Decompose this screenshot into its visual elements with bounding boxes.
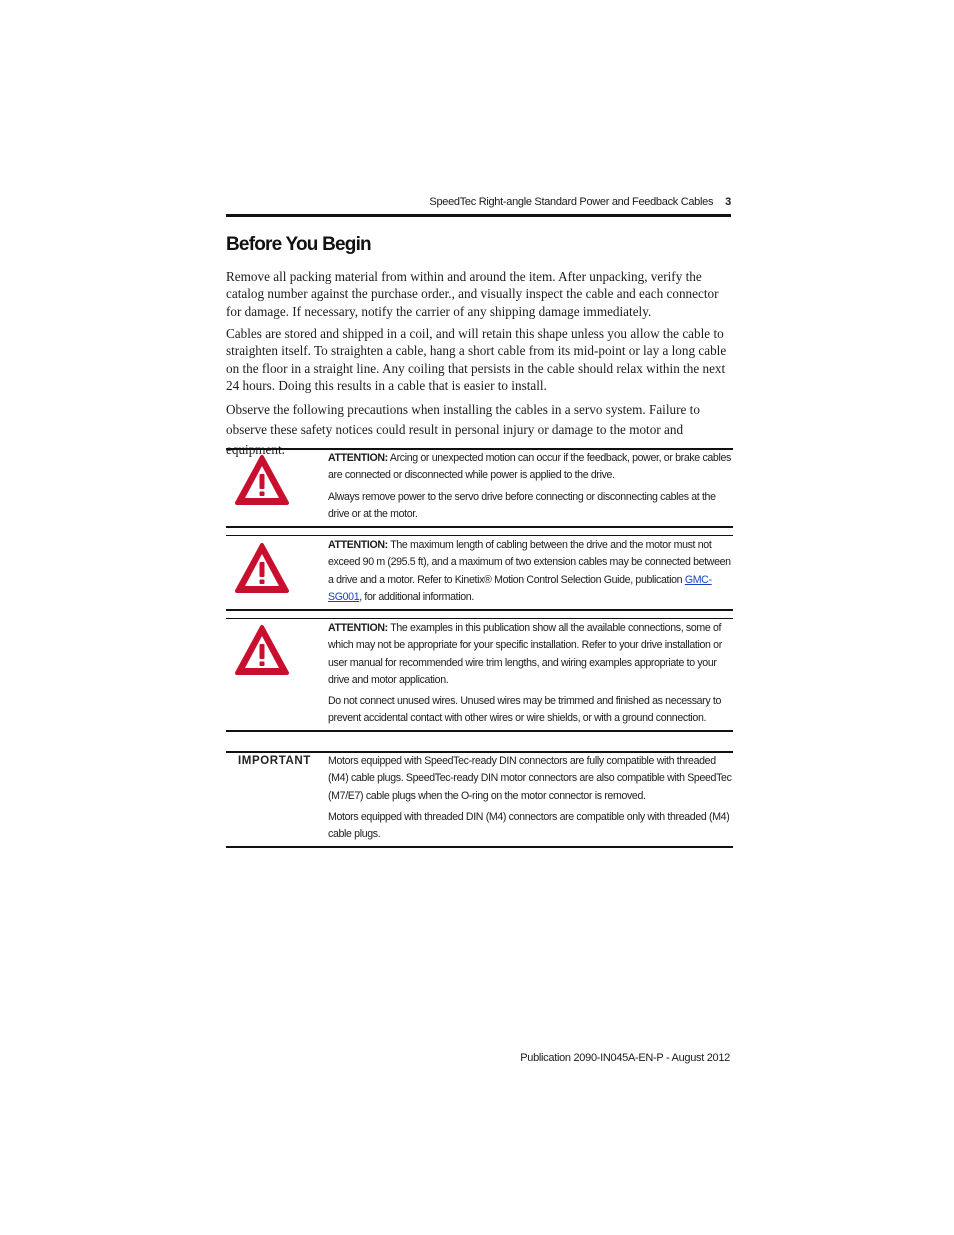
body-paragraph-precautions: Observe the following precautions when installing the cables in a servo system. Failure to observe these safety notices could result in personal injury or damage to the motor and xyxy=(226,402,700,437)
attention-label: ATTENTION: xyxy=(328,539,388,551)
attention-notice-cable-length xyxy=(328,537,733,610)
header-rule xyxy=(226,214,731,217)
attention-text: Arcing or unexpected motion can occur if the feedback, power, or brake cables are connected or disconnected while power is applied to the drive. xyxy=(328,452,731,482)
publication-footer: Publication 2090-IN045A-EN-P - August 2012 xyxy=(520,1052,730,1064)
attention-notice-examples xyxy=(328,620,733,732)
attention-text: The examples in this publication show all the available connections, some of which may not be appropriate for your specific installation. Refer to your drive installation or user manual for recommended wire trim lengths, and wiring examples appropriate to your drive and motor application. xyxy=(328,622,722,686)
warning-triangle-icon xyxy=(234,542,290,594)
warning-triangle-icon xyxy=(234,624,290,676)
attention-extra: Do not connect unused wires. Unused wires may be trimmed and finished as necessary to prevent accidental contact with other wires or wire shields, or with a ground connection. xyxy=(328,695,722,725)
attention-notice-arcing xyxy=(328,450,733,527)
attention-text: The maximum length of cabling between the drive and the motor must not exceed 90 m (295.5 ft), and a maximum of two extension cables may be connected between a drive and a motor. Refer to Kinetix® Motion Control Selection Guide, publication xyxy=(328,539,731,586)
important-rule-bottom xyxy=(226,846,733,848)
attention-text-tail: , for additional information. xyxy=(359,590,474,603)
notice-rule xyxy=(226,730,733,732)
body-paragraph-unpacking: Remove all packing material from within and around the item. After unpacking, verify the catalog number against the purchase order., and visually inspect the cable and each connector for damage. If necessary, notify the carrier of any shipping damage immediately. xyxy=(226,269,719,319)
notice-rule xyxy=(226,526,733,528)
warning-triangle-icon xyxy=(234,454,290,506)
section-title: Before You Begin xyxy=(226,234,371,255)
attention-extra: Always remove power to the servo drive before connecting or disconnecting cables at the drive or at the motor. xyxy=(328,490,716,520)
important-paragraph: Motors equipped with threaded DIN (M4) connectors are compatible only with threaded (M4) cable plugs. xyxy=(328,810,730,841)
notice-rule xyxy=(226,609,733,611)
attention-paragraph xyxy=(328,537,733,606)
page-number: 3 xyxy=(725,196,731,208)
attention-label: ATTENTION: xyxy=(328,452,388,464)
gmc-sg001-link[interactable]: GMC-SG001 xyxy=(328,573,712,603)
attention-label: ATTENTION: xyxy=(328,622,388,634)
important-label: IMPORTANT xyxy=(238,755,311,767)
attention-paragraph xyxy=(328,620,733,689)
notice-rule xyxy=(226,618,733,619)
important-paragraph: Motors equipped with SpeedTec-ready DIN connectors are fully compatible with threaded (M4) cable plugs. SpeedTec-ready DIN motor connectors are also compatible with SpeedTec (M7/E7) cable plugs when the O-ring on the motor connector is removed. xyxy=(328,755,732,802)
important-notice-text xyxy=(328,753,733,847)
notice-rule xyxy=(226,535,733,536)
running-header xyxy=(226,192,731,212)
attention-paragraph xyxy=(328,450,733,485)
body-paragraph-coiling: Cables are stored and shipped in a coil, and will retain this shape unless you allow the cable to straighten itself. To straighten a cable, hang a short cable from its mid-point or lay a long cable on the floor in a straight line. Any coiling that persists in the cable should relax within the next 24 hours. Doing this results in a cable that is easier to install. xyxy=(226,326,727,393)
running-title: SpeedTec Right-angle Standard Power and Feedback Cables xyxy=(429,196,714,208)
